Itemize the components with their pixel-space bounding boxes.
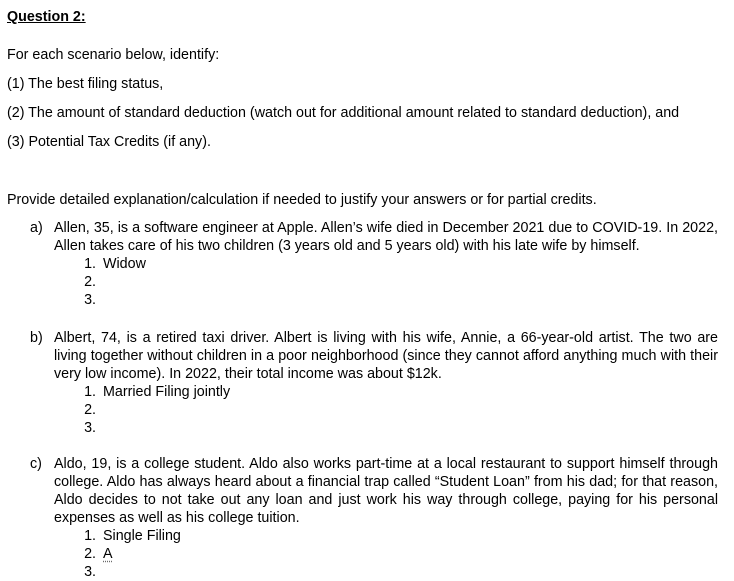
question-intro: For each scenario below, identify:: [7, 47, 220, 63]
answer-number: 2.: [84, 274, 96, 290]
question-item-2: (2) The amount of standard deduction (watch out for additional amount related to standard deduction), and: [7, 105, 680, 121]
question-title: Question 2:: [7, 9, 86, 25]
answer-list: [78, 527, 720, 581]
answer-number: 1.: [84, 256, 96, 272]
scenario-text: Albert, 74, is a retired taxi driver. Albert is living with his wife, Annie, a 66-year-old artist. The two are living together without children in a poor neighborhood (since they cannot afford anything much with their very low income). In 2022, their total income was about $12k.: [54, 330, 718, 382]
answer-number: 3.: [84, 564, 96, 580]
answer-text[interactable]: Single Filing: [103, 528, 181, 544]
answer-item[interactable]: [78, 383, 720, 401]
scenario-c: [30, 455, 720, 581]
answer-item[interactable]: [78, 527, 720, 545]
answer-item[interactable]: [78, 545, 720, 563]
answer-text[interactable]: A: [103, 546, 113, 562]
answer-item[interactable]: [78, 419, 720, 437]
answer-number: 2.: [84, 546, 96, 562]
scenario-text: Allen, 35, is a software engineer at Apple. Allen’s wife died in December 2021 due to COVID-19. In 2022, Allen takes care of his two children (3 years old and 5 years old) with his late wife by himself.: [54, 220, 718, 254]
answer-list: [78, 255, 720, 309]
scenario-b: [30, 329, 720, 437]
answer-list: [78, 383, 720, 437]
answer-number: 2.: [84, 402, 96, 418]
answer-number: 1.: [84, 528, 96, 544]
scenario-a: [30, 219, 720, 309]
answer-text[interactable]: Widow: [103, 256, 146, 272]
scenario-text: Aldo, 19, is a college student. Aldo also works part-time at a local restaurant to support himself through college. Aldo has always heard about a financial trap called “Student Loan” from his dad; for that reason, Aldo decides to not take out any loan and just work his way through college, paying for his personal expenses as well as his college tuition.: [54, 456, 718, 526]
answer-item[interactable]: [78, 273, 720, 291]
scenario-letter: c): [30, 456, 42, 472]
answer-item[interactable]: [78, 255, 720, 273]
scenario-letter: b): [30, 330, 43, 346]
answer-text[interactable]: Married Filing jointly: [103, 384, 231, 400]
answer-number: 3.: [84, 420, 96, 436]
answer-item[interactable]: [78, 291, 720, 309]
answer-number: 1.: [84, 384, 96, 400]
answer-item[interactable]: [78, 563, 720, 581]
answer-item[interactable]: [78, 401, 720, 419]
question-item-3: (3) Potential Tax Credits (if any).: [7, 134, 211, 150]
answer-number: 3.: [84, 292, 96, 308]
question-instruction: Provide detailed explanation/calculation if needed to justify your answers or for partial credits.: [7, 192, 597, 208]
scenario-letter: a): [30, 220, 43, 236]
question-item-1: (1) The best filing status,: [7, 76, 164, 92]
